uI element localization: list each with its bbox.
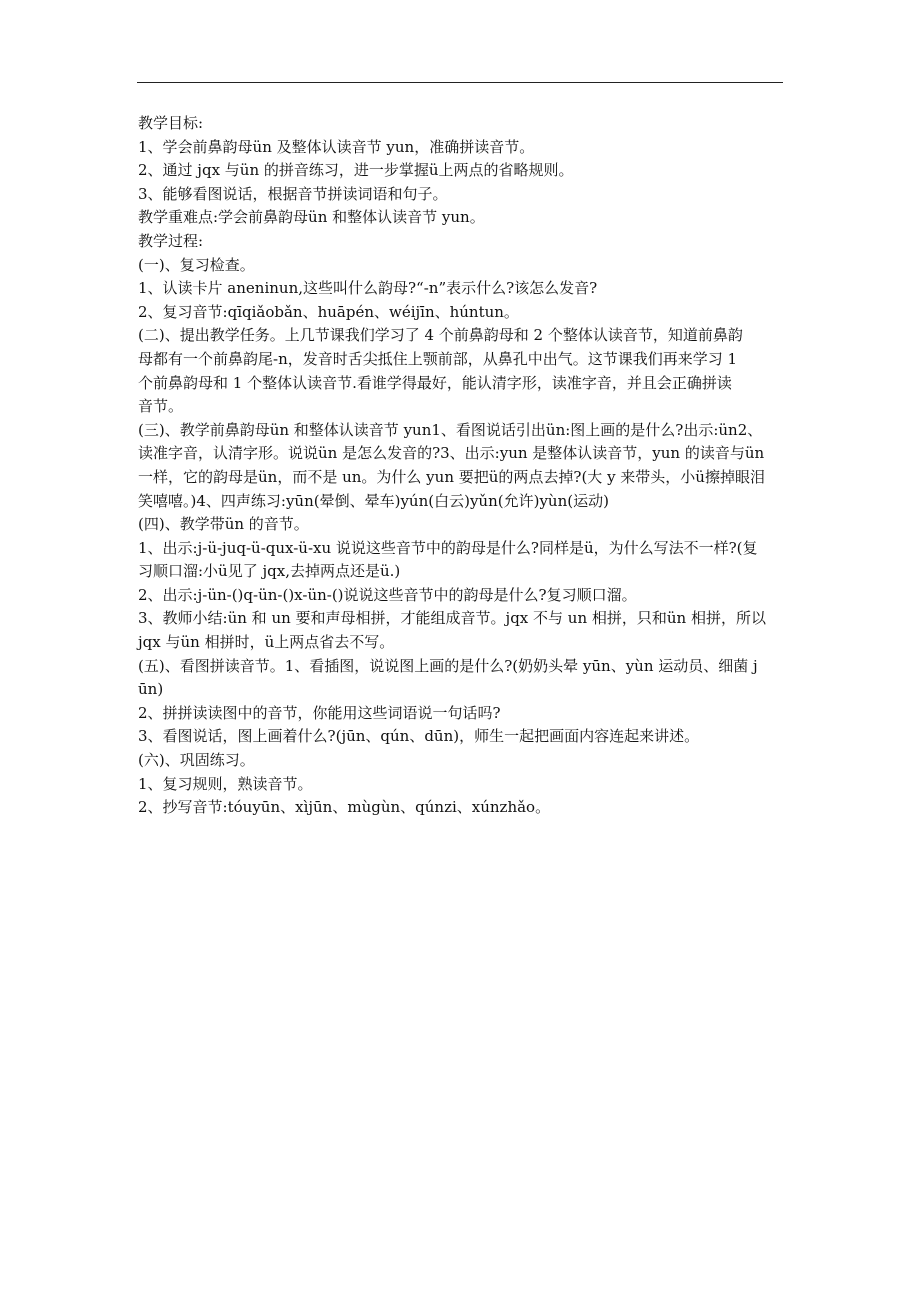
step-1-item-2: 2、复习音节:qīqiǎobǎn、huāpén、wéijīn、húntun。 [138, 302, 519, 321]
step-4-item-1: 1、出示:j-ü-juq-ü-qux-ü-xu 说说这些音节中的韵母是什么?同样是ü，为什么写法不一样?(复 [138, 538, 758, 557]
key-difficulty: 教学重难点:学会前鼻韵母ün 和整体认读音节 yun。 [138, 208, 485, 227]
step-5-item-2: 2、拼拼读读图中的音节，你能用这些词语说一句话吗? [138, 703, 501, 722]
step-4-heading: (四)、教学带ün 的音节。 [138, 515, 309, 534]
step-2-paragraph: (二)、提出教学任务。上几节课我们学习了 4 个前鼻韵母和 2 个整体认读音节，知道前鼻韵 [138, 326, 743, 345]
step-2-paragraph-cont: 个前鼻韵母和 1 个整体认读音节.看谁学得最好，能认清字形，读准字音，并且会正确拼读 [138, 373, 732, 392]
step-5-paragraph-cont: ūn) [138, 680, 164, 699]
step-3-paragraph: (三)、教学前鼻韵母ün 和整体认读音节 yun1、看图说话引出ün:图上画的是什么?出示:ün2、 [138, 420, 763, 439]
step-4-item-3: 3、教师小结:ün 和 un 要和声母相拼，才能组成音节。jqx 不与 un 相拼，只和ün 相拼，所以 [138, 609, 766, 628]
step-3-paragraph-cont: 读准字音，认清字形。说说ün 是怎么发音的?3、出示:yun 是整体认读音节，yun 的读音与ün [138, 444, 765, 463]
step-6-item-2: 2、抄写音节:tóuyūn、xìjūn、mùgùn、qúnzi、xúnzhǎo。 [138, 798, 551, 817]
step-3-paragraph-cont: 笑嘻嘻。)4、四声练习:yūn(晕倒、晕车)yún(白云)yǔn(允许)yùn(运动) [138, 491, 609, 510]
step-1-item-1: 1、认读卡片 aneninun,这些叫什么韵母?“-n”表示什么?该怎么发音? [138, 279, 598, 298]
step-4-item-2: 2、出示:j-ün-()q-ün-()x-ün-()说说这些音节中的韵母是什么?复习顺口溜。 [138, 585, 637, 604]
step-2-paragraph-cont: 音节。 [138, 397, 184, 416]
step-4-item-3-cont: jqx 与ün 相拼时，ü上两点省去不写。 [138, 633, 395, 652]
step-3-paragraph-cont: 一样，它的韵母是ün，而不是 un。为什么 yun 要把ü的两点去掉?(大 y 来带头，小ü擦掉眼泪 [138, 467, 765, 486]
header-rule [137, 82, 783, 83]
objective-2: 2、通过 jqx 与ün 的拼音练习，进一步掌握ü上两点的省略规则。 [138, 161, 574, 180]
step-1-heading: (一)、复习检查。 [138, 255, 255, 274]
step-6-heading: (六)、巩固练习。 [138, 751, 255, 770]
step-4-item-1-cont: 习顺口溜:小ü见了 jqx,去掉两点还是ü.) [138, 562, 401, 581]
section-title-process: 教学过程: [138, 231, 204, 250]
document-body [138, 112, 788, 820]
objective-1: 1、学会前鼻韵母ün 及整体认读音节 yun，准确拼读音节。 [138, 137, 535, 156]
section-title-objectives: 教学目标: [138, 114, 204, 132]
step-2-paragraph-cont: 母都有一个前鼻韵尾-n，发音时舌尖抵住上颚前部，从鼻孔中出气。这节课我们再来学习 1 [138, 349, 738, 368]
step-5-paragraph: (五)、看图拼读音节。1、看插图，说说图上画的是什么?(奶奶头晕 yūn、yùn 运动员、细菌 j [138, 656, 758, 675]
step-5-item-3: 3、看图说话，图上画着什么?(jūn、qún、dūn)，师生一起把画面内容连起来讲述。 [138, 727, 700, 746]
objective-3: 3、能够看图说话，根据音节拼读词语和句子。 [138, 184, 448, 203]
step-6-item-1: 1、复习规则，熟读音节。 [138, 774, 313, 793]
